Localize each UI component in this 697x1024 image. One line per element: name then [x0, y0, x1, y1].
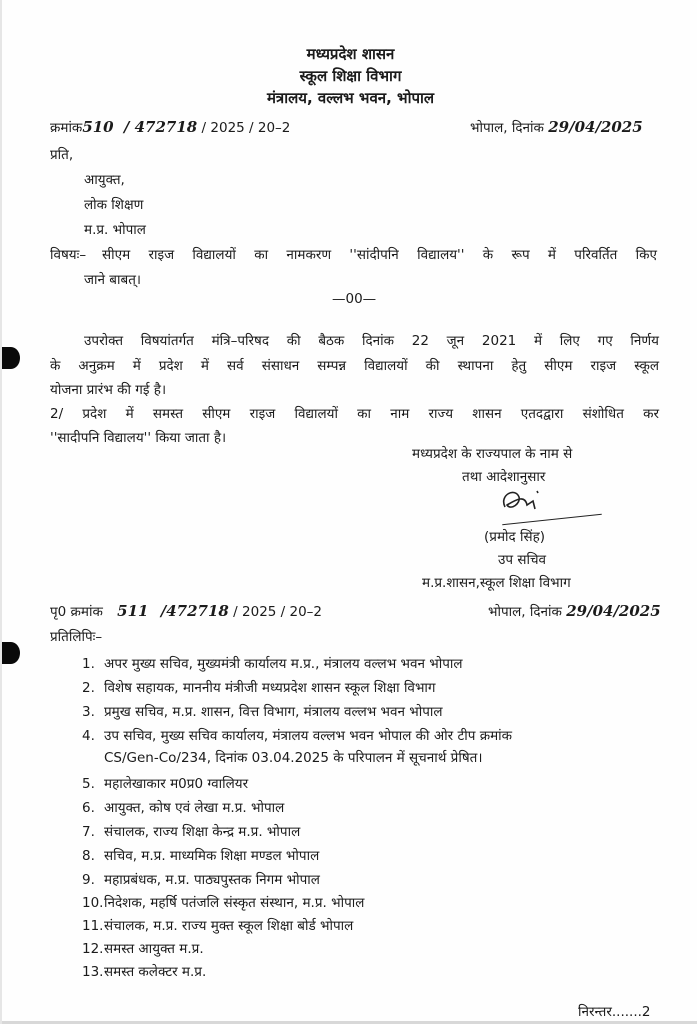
copy-list-item: 10.निदेशक, महर्षि पतंजलि संस्कृत संस्थान, म.प्र. भोपाल: [82, 895, 365, 911]
endorsement-date: [488, 602, 661, 620]
punch-hole: [2, 347, 20, 369]
order-number-handwritten: 510: [82, 118, 114, 136]
continued-marker: निरन्तर.......2: [578, 1004, 651, 1020]
recipient-line1: आयुक्त,: [84, 172, 125, 188]
order-date-handwritten: 29/04/2025: [548, 118, 643, 136]
recipient-line3: म.प्र. भोपाल: [84, 222, 146, 238]
separator: —00—: [332, 291, 377, 307]
order-number: [50, 118, 290, 136]
signatory-department: म.प्र.शासन,स्कूल शिक्षा विभाग: [422, 575, 571, 591]
copy-list-item: 9. महाप्रबंधक, म.प्र. पाठ्यपुस्तक निगम भोपाल: [82, 872, 320, 888]
copy-list-item-continuation: CS/Gen-Co/234, दिनांक 03.04.2025 के परिपालन में सूचनार्थ प्रेषित।: [104, 750, 483, 766]
endorsement-number-handwritten: 511: [117, 602, 149, 620]
body-para2-line2: ''सादीपनि विद्यालय'' किया जाता है।: [50, 430, 227, 446]
copy-list-item: 5. महालेखाकार म0प्र0 ग्वालियर: [82, 776, 249, 792]
copy-list-item: 4. उप सचिव, मुख्य सचिव कार्यालय, मंत्रालय वल्लभ भवन भोपाल की ओर टीप क्रमांक: [82, 728, 513, 744]
copy-list-item: 2. विशेष सहायक, माननीय मंत्रीजी मध्यप्रदेश शासन स्कूल शिक्षा विभाग: [82, 680, 436, 696]
header-department: स्कूल शिक्षा विभाग: [299, 67, 402, 85]
order-place-date-label: भोपाल, दिनांक: [470, 120, 544, 136]
order-date: [470, 118, 643, 136]
signature-authority-line2: तथा आदेशानुसार: [462, 469, 546, 485]
endorsement-place-date-label: भोपाल, दिनांक: [488, 604, 562, 620]
body-para1-line3: योजना प्रारंभ की गई है।: [50, 382, 167, 398]
copy-list-item: 3. प्रमुख सचिव, म.प्र. शासन, वित्त विभाग, मंत्रालय वल्लभ भवन भोपाल: [82, 704, 443, 720]
copy-list-item: 13.समस्त कलेक्टर म.प्र.: [82, 964, 207, 980]
subject-line2: जाने बाबत्।: [84, 272, 142, 288]
body-para1-line2: के अनुक्रम में प्रदेश में सर्व संसाधन सम्पन्न विद्यालयों की स्थापना हेतु सीएम राइज स्कूल: [50, 358, 659, 374]
endorsement-number-handwritten-2: /472718: [160, 602, 229, 620]
recipient-line2: लोक शिक्षण: [84, 197, 144, 213]
order-number-handwritten-2: / 472718: [123, 118, 198, 136]
signatory-designation: उप सचिव: [498, 552, 547, 568]
endorsement-date-handwritten: 29/04/2025: [566, 602, 661, 620]
header-address: मंत्रालय, वल्लभ भवन, भोपाल: [266, 89, 435, 107]
recipient-prati: प्रति,: [50, 147, 74, 163]
order-number-suffix: / 2025 / 20–2: [201, 120, 291, 136]
endorsement-number-suffix: / 2025 / 20–2: [233, 604, 323, 620]
subject-line1: सीएम राइज विद्यालयों का नामकरण ''सांदीपनि विद्यालय'' के रूप में परिवर्तित किए: [102, 247, 657, 263]
copy-list-item: 12.समस्त आयुक्त म.प्र.: [82, 941, 204, 957]
order-number-prefix: क्रमांक: [50, 120, 83, 136]
copy-list-item: 8. सचिव, म.प्र. माध्यमिक शिक्षा मण्डल भोपाल: [82, 848, 320, 864]
copy-list-item: 6. आयुक्त, कोष एवं लेखा म.प्र. भोपाल: [82, 800, 285, 816]
endorsement-number-prefix: पृ0 क्रमांक: [50, 604, 103, 620]
endorsement-number: [50, 602, 322, 620]
signature-authority-line1: मध्यप्रदेश के राज्यपाल के नाम से: [412, 446, 573, 462]
body-para1-line1: उपरोक्त विषयांतर्गत मंत्रि–परिषद की बैठक दिनांक 22 जून 2021 में लिए गए निर्णय: [84, 333, 659, 349]
copy-list-item: 7. संचालक, राज्य शिक्षा केन्द्र म.प्र. भोपाल: [82, 824, 301, 840]
body-para2-line1: 2/ प्रदेश में समस्त सीएम राइज विद्यालयों का नाम राज्य शासन एतदद्वारा संशोधित कर: [50, 406, 659, 422]
copy-list-item: 11.संचालक, म.प्र. राज्य मुक्त स्कूल शिक्षा बोर्ड भोपाल: [82, 918, 354, 934]
signature-icon: [497, 485, 547, 524]
signatory-name: (प्रमोद सिंह): [484, 529, 546, 545]
punch-hole: [2, 642, 20, 664]
copy-list-item: 1. अपर मुख्य सचिव, मुख्यमंत्री कार्यालय म.प्र., मंत्रालय वल्लभ भवन भोपाल: [82, 656, 463, 672]
subject-label: विषयः–: [50, 247, 87, 263]
header-government: मध्यप्रदेश शासन: [306, 45, 395, 63]
copy-label: प्रतिलिपिः–: [50, 629, 103, 645]
